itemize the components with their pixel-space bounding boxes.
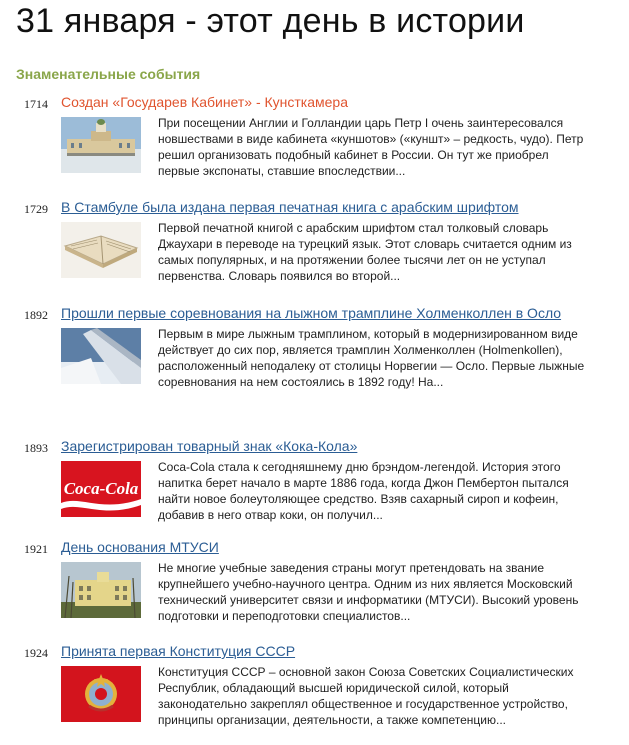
- coca-cola-logo-image[interactable]: [61, 461, 141, 517]
- event-description: Coca-Cola стала к сегодняшнему дню брэндом-легендой. История этого напитка берет начало в марте 1886 года, когда Джон Пембертон пытался найти новое болеутоляющее средство. Взяв сахарный сироп и кофеин, добавив в него отвар коки, он получил...: [158, 460, 569, 522]
- event-item: [0, 305, 629, 438]
- event-item: [0, 539, 629, 643]
- event-item: [0, 199, 629, 305]
- event-title-link[interactable]: В Стамбуле была издана первая печатная книга с арабским шрифтом: [61, 199, 519, 215]
- event-body: [61, 664, 629, 728]
- event-title-link[interactable]: Создан «Государев Кабинет» - Кунсткамера: [61, 94, 349, 110]
- page-title: 31 января - этот день в истории: [16, 2, 525, 40]
- event-item: [0, 643, 629, 743]
- event-description: Не многие учебные заведения страны могут претендовать на звание крупнейшего учебно-научного центра. Одним из них является Московский технический университет связи и информатики (МТУСИ). Высокий уровень подготовки и переподготовки специалистов...: [158, 561, 579, 623]
- event-title-link[interactable]: Прошли первые соревнования на лыжном трамплине Холменколлен в Осло: [61, 305, 562, 321]
- event-year: 1714: [24, 97, 48, 111]
- event-body: [61, 326, 629, 390]
- event-title-link[interactable]: День основания МТУСИ: [61, 539, 219, 555]
- event-item: [0, 94, 629, 199]
- event-body: [61, 560, 629, 624]
- event-year: 1921: [24, 542, 48, 556]
- event-description: При посещении Англии и Голландии царь Петр I очень заинтересовался новшествами в виде кабинета «куншотов» («куншт» – редкость, чудо). Петр решил организовать подобный кабинет в России. Он тут же приобрел первые экспонаты, ставшие впоследствии...: [158, 116, 584, 178]
- event-body: [61, 115, 629, 179]
- event-body: [61, 220, 629, 284]
- event-title-link[interactable]: Принята первая Конституция СССР: [61, 643, 296, 659]
- event-year: 1892: [24, 308, 48, 322]
- event-year: 1924: [24, 646, 48, 660]
- event-description: Конституция СССР – основной закон Союза Советских Социалистических Республик, обладающий высшей юридической силой, который законодательно закреплял общественное и государственное устройство, принципы организации, деятельности, а также компетенцию...: [158, 665, 574, 727]
- ski-jump-image[interactable]: [61, 328, 141, 384]
- open-book-image[interactable]: [61, 222, 141, 278]
- section-heading: Знаменательные события: [16, 66, 201, 82]
- event-description: Первой печатной книгой с арабским шрифтом стал толковый словарь Джаухари в переводе на турецкий язык. Этот словарь считается одним из самых популярных, и на протяжении более тысячи лет он не уступал первенства. Словарь появился во второй...: [158, 221, 572, 283]
- event-body: [61, 459, 629, 523]
- ussr-emblem-image[interactable]: [61, 666, 141, 722]
- event-description: Первым в мире лыжным трамплином, который в модернизированном виде действует до сих пор, является трамплин Холменколлен (Holmenkollen), расположенный неподалеку от столицы Норвегии — Осло. Первые лыжные соревнования на нем состоялись в 1892 году! На...: [158, 327, 585, 389]
- university-building-image[interactable]: [61, 562, 141, 618]
- event-year: 1729: [24, 202, 48, 216]
- kunstkamera-building-image[interactable]: [61, 117, 141, 173]
- events-list: [0, 94, 629, 743]
- event-item: [0, 438, 629, 539]
- logo-text: Coca-Cola: [63, 479, 139, 498]
- event-year: 1893: [24, 441, 48, 455]
- event-title-link[interactable]: Зарегистрирован товарный знак «Кока-Кола»: [61, 438, 358, 454]
